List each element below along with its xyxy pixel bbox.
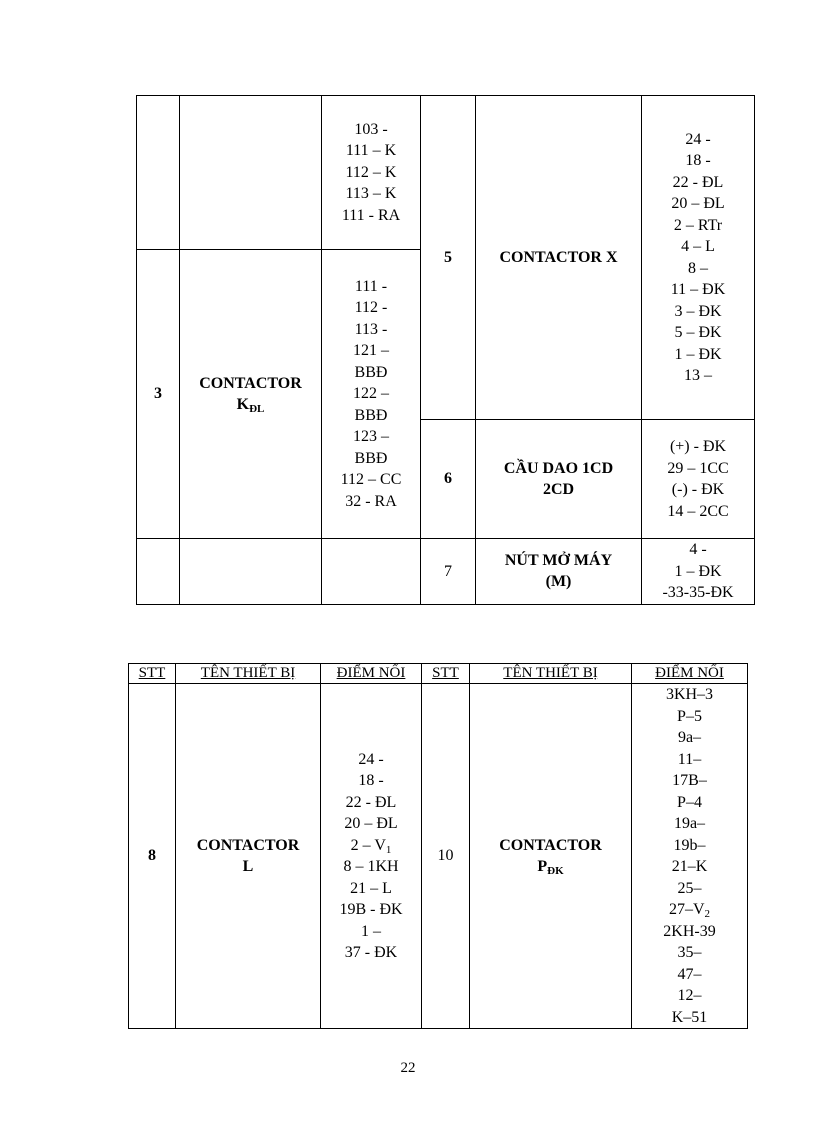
point-line: 35– (677, 944, 702, 961)
point-line: 13 – (684, 367, 712, 384)
device-name-line: (M) (545, 573, 572, 591)
device-cell-contactor-x: CONTACTOR X (476, 96, 642, 420)
point-line: 113 – K (345, 185, 397, 203)
point-line: 111 – K (345, 142, 397, 160)
point-line: 24 - (685, 130, 711, 148)
point-line: 2 – RTr (673, 216, 723, 234)
point-line: BBĐ (354, 449, 388, 467)
point-line: P–4 (677, 793, 702, 811)
point-line: P–5 (677, 707, 702, 725)
device-name-line: L (242, 858, 254, 875)
point-line: 17B– (672, 772, 707, 789)
point-line: 1 – ĐK (674, 562, 722, 580)
point-line: 24 - (358, 750, 384, 768)
point-line: 112 – K (345, 163, 397, 181)
point-line: 3KH–3 (665, 686, 714, 703)
device-cell-nut-mo-may (476, 539, 642, 605)
header-points: ĐIỂM NỐI (321, 664, 422, 684)
point-line: K–51 (671, 1008, 708, 1026)
device-name-line: $P_{ĐK}$ (537, 858, 564, 877)
device-cell-contactor-kdl (180, 250, 322, 539)
points-cell-row7 (642, 539, 755, 605)
points-cell-row6 (642, 420, 755, 539)
point-line: 12– (677, 987, 702, 1004)
wiring-table (128, 663, 748, 1029)
points-cell-row3-bottom (322, 250, 421, 539)
point-line: 11 – ĐK (670, 281, 726, 298)
device-name-line: CONTACTOR (499, 836, 602, 854)
wiring-table-continued (136, 95, 755, 605)
point-line: 14 – 2CC (667, 502, 729, 520)
header-stt-2: STT (422, 664, 470, 684)
stt-cell-row5: 5 (421, 96, 476, 420)
point-line: 8 – 1KH (343, 858, 399, 875)
device-cell-contactor-l (176, 684, 321, 1029)
stt-cell-row6: 6 (421, 420, 476, 539)
stt-cell-row10: 10 (422, 684, 470, 1029)
point-line: 20 – ĐL (344, 815, 398, 832)
point-line: 18 - (358, 772, 384, 789)
point-line: 121 – (353, 342, 389, 360)
point-line: 3 – ĐK (674, 302, 722, 320)
stt-cell-row3: 3 (137, 250, 180, 539)
point-line: -33-35-ĐK (662, 584, 734, 601)
point-line: 37 - ĐK (344, 944, 398, 961)
device-name-line: CONTACTOR (196, 836, 300, 854)
point-line: 20 – ĐL (671, 195, 725, 212)
point-line: 29 – 1CC (667, 459, 729, 477)
device-cell-row3-empty (180, 96, 322, 250)
point-line: (+) - ĐK (669, 438, 727, 455)
point-line: 21 – L (350, 879, 392, 897)
header-stt: STT (129, 664, 176, 684)
device-cell-cau-dao (476, 420, 642, 539)
page-number: 22 (400, 1060, 416, 1076)
stt-cell-row8: 8 (129, 684, 176, 1029)
point-line: $27-V_2$ (668, 901, 711, 920)
point-line: 4 - (689, 541, 707, 558)
stt-cell-row3-empty (137, 96, 180, 250)
point-line: 25– (677, 879, 702, 897)
device-cell-contactor-pdk (470, 684, 632, 1029)
points-cell-row3-top (322, 96, 421, 250)
stt-cell-empty (137, 539, 180, 605)
point-line: 113 - (354, 320, 388, 338)
point-line: 103 - (354, 120, 388, 138)
point-line: 111 - RA (341, 206, 401, 224)
point-line: 122 – (353, 385, 389, 403)
point-line: 112 - (354, 299, 388, 317)
point-line: 19a– (673, 815, 706, 832)
points-cell-empty (322, 539, 421, 605)
points-cell-row5 (642, 96, 755, 420)
point-line: 22 - ĐL (345, 793, 397, 811)
device-name-line: CẦU DAO 1CD (503, 459, 614, 477)
point-line: 11– (677, 750, 702, 768)
point-line: 123 – (353, 428, 389, 446)
points-cell-row8 (321, 684, 422, 1029)
header-device: TÊN THIẾT BỊ (176, 664, 321, 684)
point-line: 1 – ĐK (674, 345, 722, 363)
point-line: 47– (677, 965, 702, 983)
point-line: 32 - RA (345, 492, 397, 510)
point-line: 112 – CC (340, 471, 402, 489)
point-line: 111 - (354, 277, 388, 295)
point-line: 9a– (677, 729, 702, 746)
point-line: 21–K (671, 858, 708, 875)
point-line: 19B - ĐK (339, 901, 403, 918)
point-line: 2KH-39 (663, 922, 716, 940)
point-line: 18 - (685, 152, 711, 169)
header-device-2: TÊN THIẾT BỊ (470, 664, 632, 684)
device-name-line: CONTACTOR (199, 374, 302, 392)
point-line: (-) - ĐK (671, 481, 725, 498)
device-name-line: NÚT MỞ MÁY (504, 551, 613, 569)
point-line: 4 – L (681, 238, 715, 255)
device-cell-empty (180, 539, 322, 605)
point-line: $2 - V_1$ (350, 836, 392, 856)
point-line: BBĐ (354, 363, 388, 381)
point-line: 5 – ĐK (674, 324, 722, 341)
point-line: 8 – (688, 259, 708, 277)
point-line: 19b– (673, 836, 706, 854)
stt-cell-row7: 7 (421, 539, 476, 605)
device-name-line: $K_{ĐL}$ (236, 396, 265, 415)
point-line: BBĐ (354, 406, 388, 424)
point-line: 1 – (361, 922, 381, 940)
header-points-2: ĐIỂM NỐI (632, 664, 748, 684)
point-line: 22 - ĐL (672, 173, 724, 191)
device-name-line: 2CD (542, 481, 575, 498)
points-cell-row10 (632, 684, 748, 1029)
